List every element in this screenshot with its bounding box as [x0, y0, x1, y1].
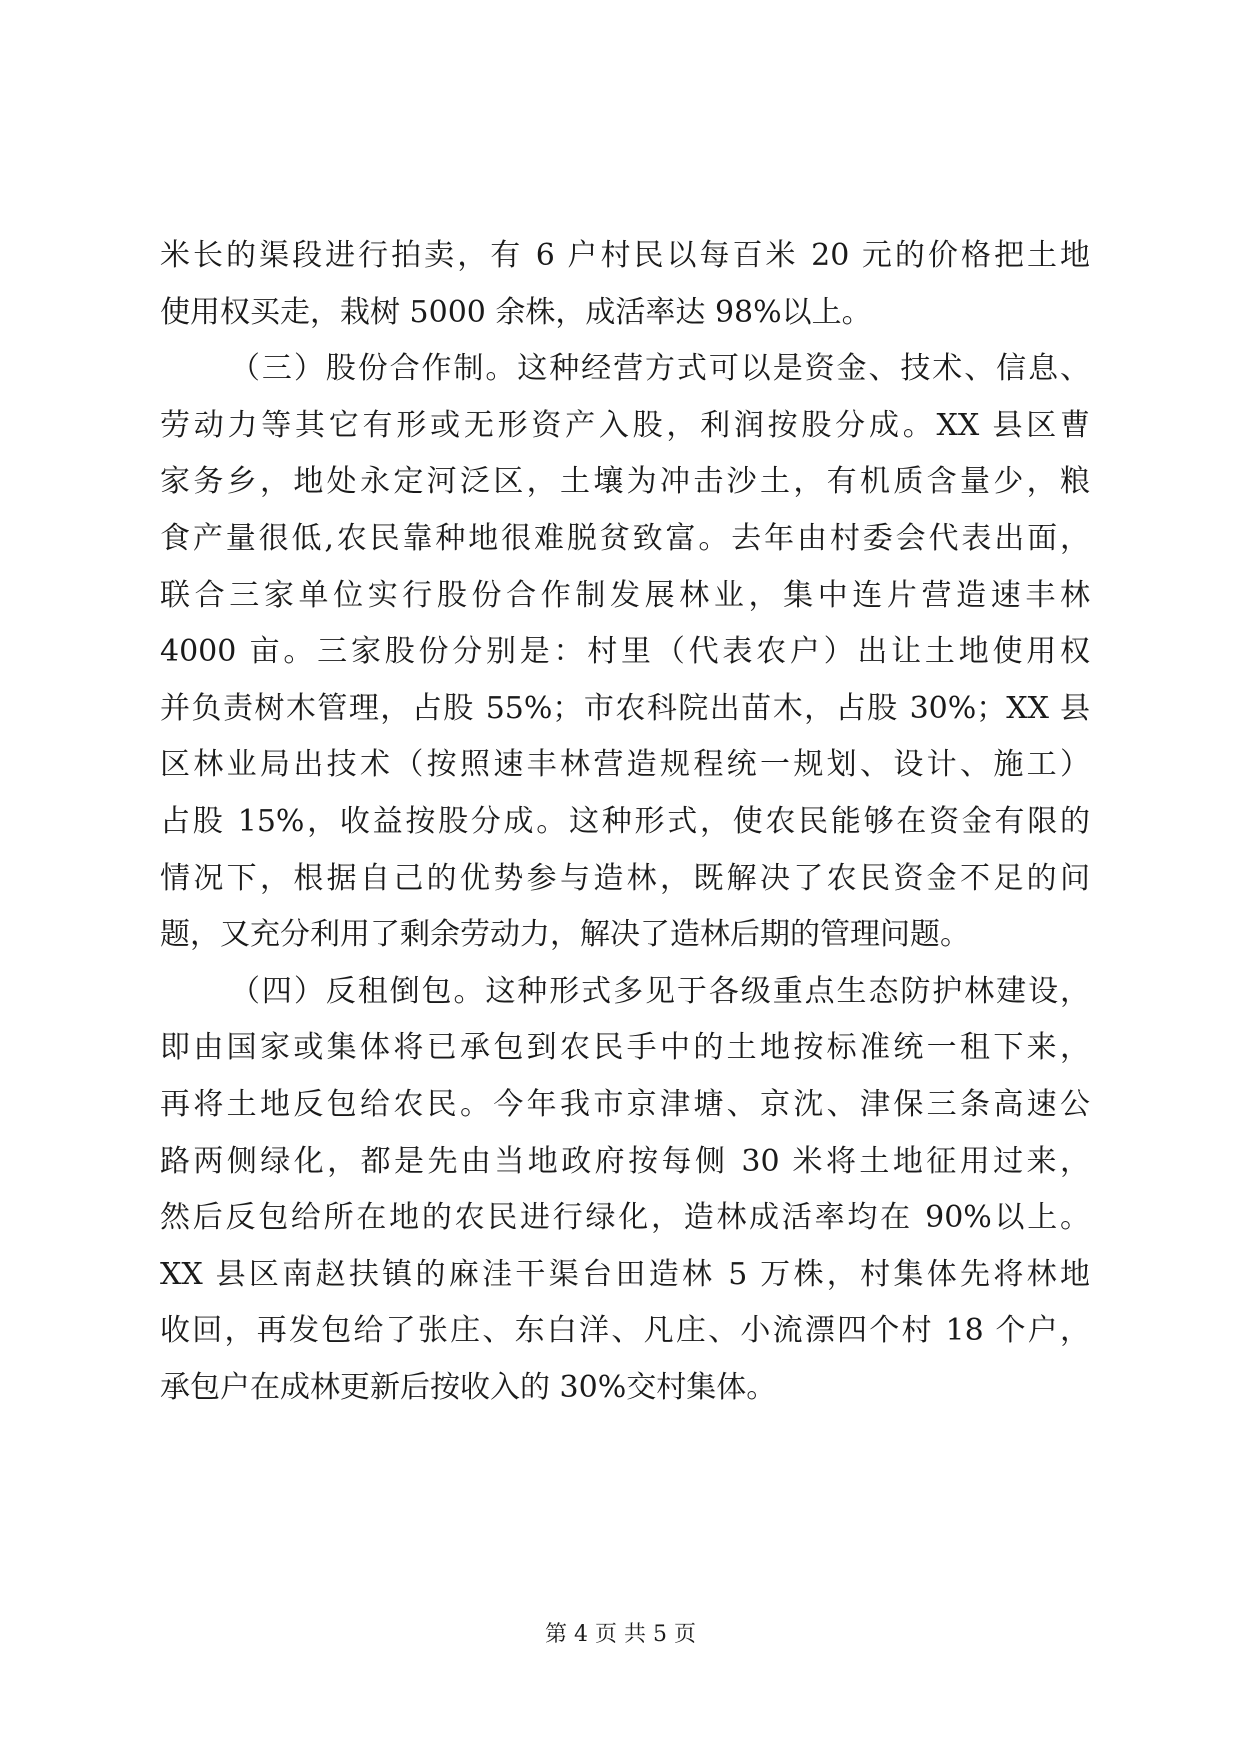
page-footer — [0, 1620, 1241, 1650]
page-number: 第 4 页 共 5 页 — [545, 1622, 696, 1647]
text-line: 家务乡，地处永定河泛区，土壤为冲击沙土，有机质含量少，粮 — [160, 464, 1090, 500]
section-three-heading-line: （三）股份合作制。这种经营方式可以是资金、技术、信息、 — [230, 351, 1090, 387]
text-line: 题，又充分利用了剩余劳动力，解决了造林后期的管理问题。 — [160, 917, 970, 953]
text-line: 使用权买走，栽树 5000 余株，成活率达 98%以上。 — [160, 294, 872, 330]
body-text — [160, 228, 1090, 1416]
text-line: 4000 亩。三家股份分别是：村里（代表农户）出让土地使用权 — [160, 634, 1090, 670]
text-line: 食产量很低,农民靠种地很难脱贫致富。去年由村委会代表出面， — [160, 520, 1090, 556]
text-line: 情况下，根据自己的优势参与造林，既解决了农民资金不足的问 — [160, 860, 1090, 896]
text-line: 米长的渠段进行拍卖，有 6 户村民以每百米 20 元的价格把土地 — [160, 238, 1090, 273]
text-line: 路两侧绿化，都是先由当地政府按每侧 30 米将土地征用过来， — [160, 1143, 1090, 1179]
section-four-heading-line: （四）反租倒包。这种形式多见于各级重点生态防护林建设， — [230, 973, 1090, 1009]
text-line: XX 县区南赵扶镇的麻洼干渠台田造林 5 万株，村集体先将林地 — [160, 1256, 1090, 1292]
text-line: 然后反包给所在地的农民进行绿化，造林成活率均在 90%以上。 — [160, 1200, 1090, 1236]
text-line: 并负责树木管理，占股 55%；市农科院出苗木，占股 30%；XX 县 — [160, 690, 1090, 726]
text-line: 再将土地反包给农民。今年我市京津塘、京沈、津保三条高速公 — [160, 1086, 1090, 1122]
text-line: 收回，再发包给了张庄、东白洋、凡庄、小流漂四个村 18 个户， — [160, 1313, 1090, 1349]
text-line: 联合三家单位实行股份合作制发展林业，集中连片营造速丰林 — [160, 577, 1090, 613]
text-line: 占股 15%，收益按股分成。这种形式，使农民能够在资金有限的 — [160, 803, 1090, 839]
text-line: 劳动力等其它有形或无形资产入股，利润按股分成。XX 县区曹 — [160, 407, 1090, 443]
text-line: 区林业局出技术（按照速丰林营造规程统一规划、设计、施工） — [160, 747, 1090, 783]
text-line: 即由国家或集体将已承包到农民手中的土地按标准统一租下来， — [160, 1030, 1090, 1066]
text-line: 承包户在成林更新后按收入的 30%交村集体。 — [160, 1369, 777, 1405]
